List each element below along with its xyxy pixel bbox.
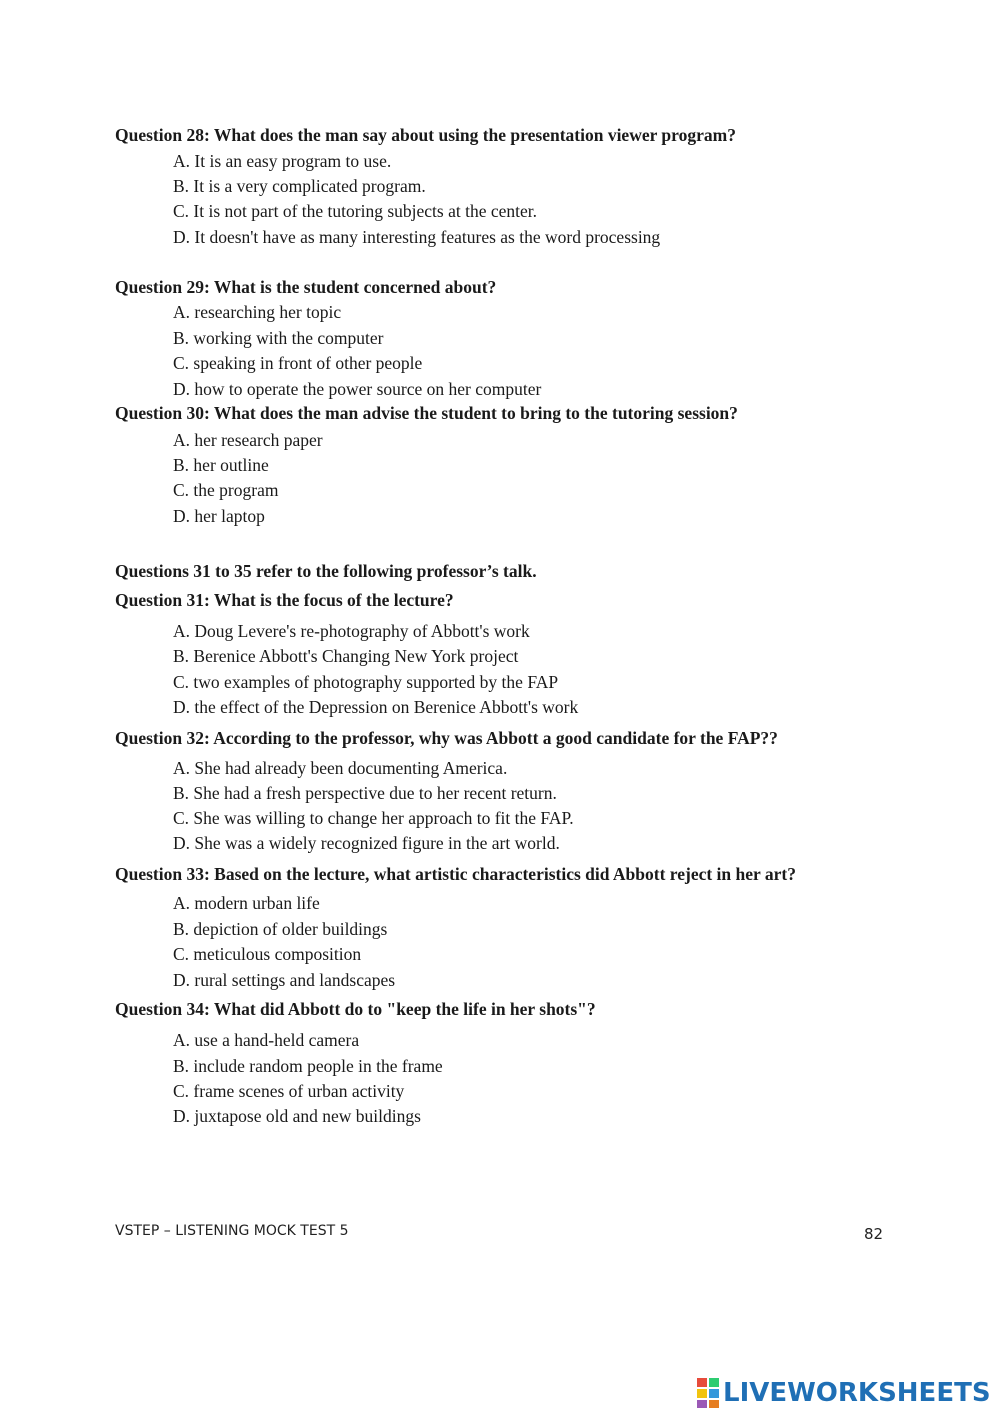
question-34-option-c: C. frame scenes of urban activity <box>173 1081 405 1101</box>
question-28-stem: Question 28: What does the man say about using the presentation viewer program? <box>115 125 736 145</box>
question-34-option-b: B. include random people in the frame <box>173 1056 443 1076</box>
question-29-option-a: A. researching her topic <box>173 302 342 322</box>
question-33-option-a: A. modern urban life <box>173 893 320 913</box>
question-30-option-d: D. her laptop <box>173 506 265 526</box>
question-33-stem: Question 33: Based on the lecture, what artistic characteristics did Abbott reject in her art? <box>115 864 796 884</box>
section-heading: Questions 31 to 35 refer to the following professor’s talk. <box>115 561 537 581</box>
question-29-option-b: B. working with the computer <box>173 328 384 348</box>
question-32-option-d: D. She was a widely recognized figure in the art world. <box>173 833 560 853</box>
question-31-option-c: C. two examples of photography supported by the FAP <box>173 672 559 692</box>
question-34-option-d: D. juxtapose old and new buildings <box>173 1106 421 1126</box>
question-29-stem: Question 29: What is the student concerned about? <box>115 277 497 297</box>
question-33-option-c: C. meticulous composition <box>173 944 362 964</box>
question-33-option-b: B. depiction of older buildings <box>173 919 388 939</box>
question-30-stem: Question 30: What does the man advise the student to bring to the tutoring session? <box>115 403 738 423</box>
question-33-option-d: D. rural settings and landscapes <box>173 970 396 990</box>
question-30-option-c: C. the program <box>173 480 279 500</box>
question-28-option-c: C. It is not part of the tutoring subjects at the center. <box>173 201 538 221</box>
question-29-option-c: C. speaking in front of other people <box>173 353 423 373</box>
question-34-option-a: A. use a hand-held camera <box>173 1030 360 1050</box>
question-31-stem: Question 31: What is the focus of the lecture? <box>115 590 454 610</box>
question-28-option-b: B. It is a very complicated program. <box>173 176 426 196</box>
question-30-option-a: A. her research paper <box>173 430 323 450</box>
liveworksheets-logo-icon <box>697 1378 719 1408</box>
page-number: 82 <box>864 1225 884 1243</box>
question-29-option-d: D. how to operate the power source on her computer <box>173 379 542 399</box>
liveworksheets-wordmark: LIVEWORKSHEETS <box>723 1378 991 1408</box>
question-30-option-b: B. her outline <box>173 455 269 475</box>
question-31-option-a: A. Doug Levere's re-photography of Abbott's work <box>173 621 530 641</box>
question-31-option-b: B. Berenice Abbott's Changing New York project <box>173 646 519 666</box>
question-31-option-d: D. the effect of the Depression on Berenice Abbott's work <box>173 697 579 717</box>
question-34-stem: Question 34: What did Abbott do to "keep the life in her shots"? <box>115 999 596 1019</box>
question-32-option-b: B. She had a fresh perspective due to her recent return. <box>173 783 557 803</box>
question-28-option-a: A. It is an easy program to use. <box>173 151 392 171</box>
question-32-option-a: A. She had already been documenting America. <box>173 758 508 778</box>
footer-test-title: VSTEP – LISTENING MOCK TEST 5 <box>115 1223 349 1239</box>
question-32-option-c: C. She was willing to change her approach to fit the FAP. <box>173 808 574 828</box>
question-28-option-d: D. It doesn't have as many interesting features as the word processing <box>173 227 661 247</box>
question-32-stem: Question 32: According to the professor, why was Abbott a good candidate for the FAP?? <box>115 728 778 748</box>
liveworksheets-brand[interactable] <box>697 1376 991 1410</box>
